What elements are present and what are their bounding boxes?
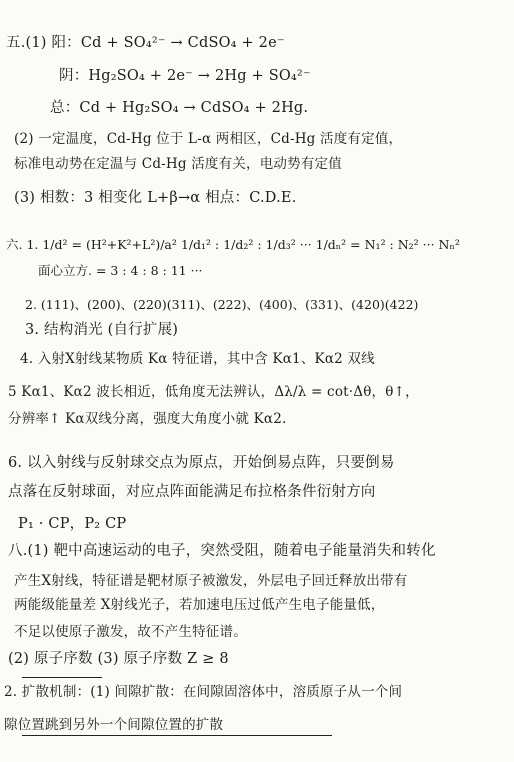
answer-6-2-indices: 2. (111)、(200)、(220)(311)、(222)、(400)、(331)、(420)(422) — [25, 297, 419, 312]
answer-8-1-line4: 不足以使原子激发，故不产生特征谱。 — [14, 624, 247, 640]
answer-5-2-line1: (2) 一定温度，Cd-Hg 位于 L-α 两相区，Cd-Hg 活度有定值， — [14, 131, 403, 147]
answer-8-2-3: (2) 原子序数 (3) 原子序数 Z ≥ 8 — [8, 651, 229, 667]
answer-6-1-result: 面心立方. = 3 : 4 : 8 : 11 ··· — [38, 263, 203, 278]
underline-mark — [22, 677, 102, 678]
answer-2-diffusion-line2: 隙位置跳到另外一个间隙位置的扩散 — [4, 717, 224, 733]
answer-5-2-line2: 标准电动势在定温与 Cd-Hg 活度有关，电动势有定值 — [14, 156, 342, 172]
answer-2-diffusion-line1: 2. 扩散机制：(1) 间隙扩散：在间隙固溶体中，溶质原子从一个间 — [4, 684, 403, 700]
answer-5-3: (3) 相数：3 相变化 L+β→α 相点：C.D.E. — [14, 190, 297, 206]
answer-5-1-cathode: 阴：Hg₂SO₄ + 2e⁻ → 2Hg + SO₄²⁻ — [59, 68, 311, 84]
answer-6-5-line1: 5 Kα1、Kα2 波长相近，低角度无法辨认，Δλ/λ = cot·Δθ，θ↑， — [8, 384, 419, 400]
answer-6-6-line2: 点落在反射球面，对应点阵面能满足布拉格条件衍射方向 — [8, 484, 376, 500]
answer-8-1-line3: 两能级能量差 X射线光子，若加速电压过低产生电子能量低， — [14, 597, 385, 613]
answer-6-1-formula: 六. 1. 1/d² = (H²+K²+L²)/a² 1/d₁² : 1/d₂² : 1/d₃² ··· 1/dₙ² = N₁² : N₂² ··· Nₙ² — [6, 237, 460, 252]
answer-6-5-line2: 分辨率↑ Kα双线分离，强度大角度小就 Kα2. — [8, 411, 287, 427]
answer-8-1-line1: 八.(1) 靶中高速运动的电子，突然受阻，随着电子能量消失和转化 — [8, 543, 436, 559]
answer-6-6-line1: 6. 以入射线与反射球交点为原点，开始倒易点阵，只要倒易 — [8, 455, 395, 471]
underline-mark — [22, 735, 332, 736]
answer-6-6-vectors: P₁ · CP，P₂ CP — [18, 516, 127, 532]
answer-5-1-overall: 总：Cd + Hg₂SO₄ → CdSO₄ + 2Hg. — [50, 100, 309, 116]
answer-5-1-anode: 五.(1) 阳：Cd + SO₄²⁻ → CdSO₄ + 2e⁻ — [6, 35, 285, 51]
answer-6-3: 3. 结构消光 (自行扩展) — [25, 322, 179, 338]
answer-8-1-line2: 产生X射线，特征谱是靶材原子被激发，外层电子回迁释放出带有 — [14, 573, 408, 589]
answer-6-4: 4. 入射X射线某物质 Kα 特征谱，其中含 Kα1、Kα2 双线 — [20, 351, 375, 367]
